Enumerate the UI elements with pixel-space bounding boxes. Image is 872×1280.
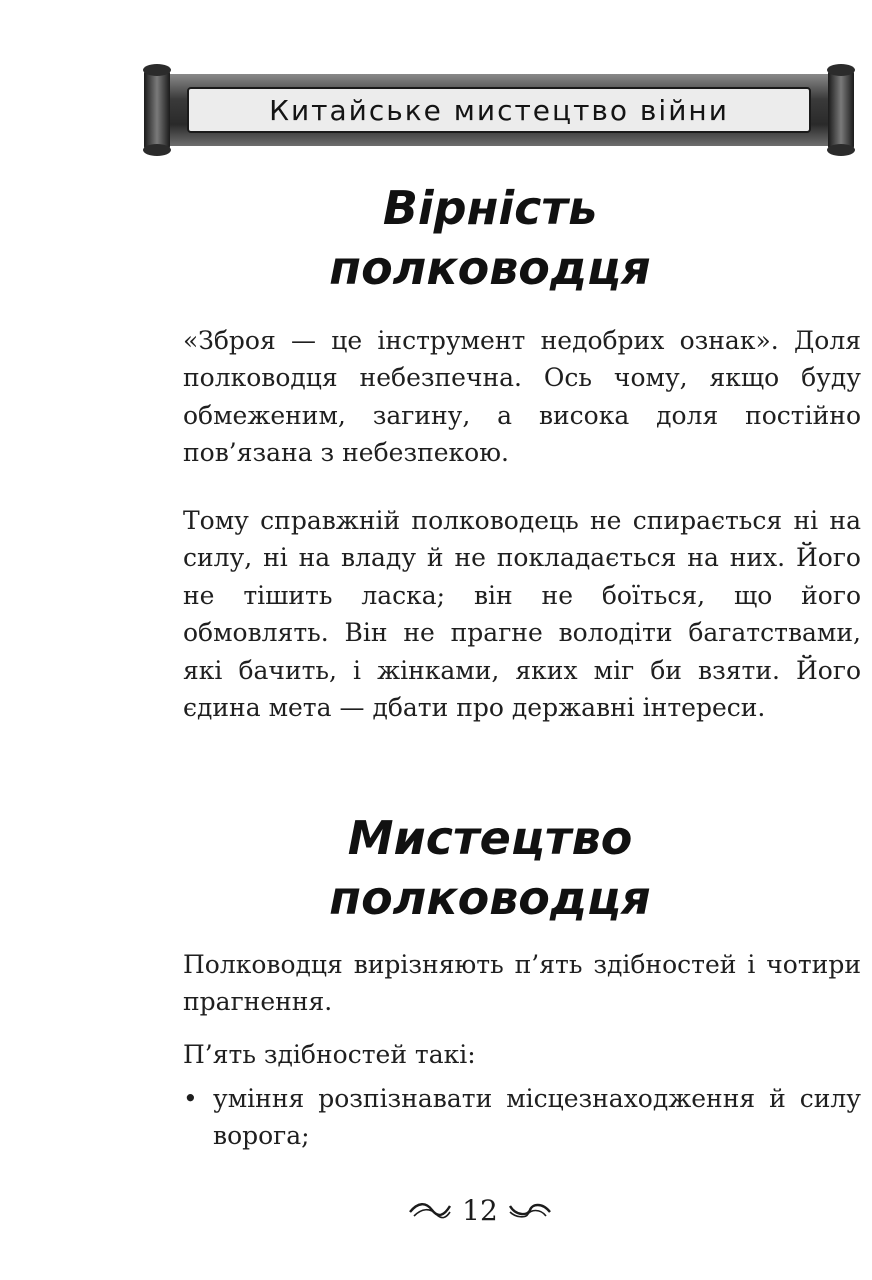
paragraph: П’ять здібностей такі: [183,1040,476,1069]
paragraph: Тому справжній полководець не спирається ні на силу, ні на владу й не покладається на них. Його не тішить ласка; він не боїться, що його обмовлять. Він не прагне володіти багатствами, які бачить, і жінками, яких міг би взяти. Його єдина мета — дбати про державні інтереси. [183,506,861,723]
ornament-right-icon [508,1200,552,1220]
section-heading [120,808,860,928]
page-footer [400,1190,560,1230]
section-heading-line: Мистецтво [347,811,633,865]
ornament-left-icon [408,1200,452,1220]
page-number: 12 [462,1193,498,1227]
bullet-icon: • [183,1084,198,1113]
section-heading-line: полководця [329,241,651,295]
paragraph: «Зброя — це інструмент недобрих ознак». Доля полководця небезпечна. Ось чому, якщо буду обмеженим, загину, а висока доля постійно пов’язана з небезпекою. [183,326,861,468]
section-heading [120,178,860,298]
list-item-text: уміння розпізнавати місцезнаходження й силу ворога; [213,1084,861,1151]
list-item [183,1080,861,1155]
paragraph: Полководця вирізняють п’ять здібностей і чотири прагнення. [183,950,861,1017]
section-heading-line: полководця [329,871,651,925]
chapter-title: Китайське мистецтво війни [269,93,729,127]
chapter-banner [138,62,860,158]
section-heading-line: Вірність [382,181,598,235]
